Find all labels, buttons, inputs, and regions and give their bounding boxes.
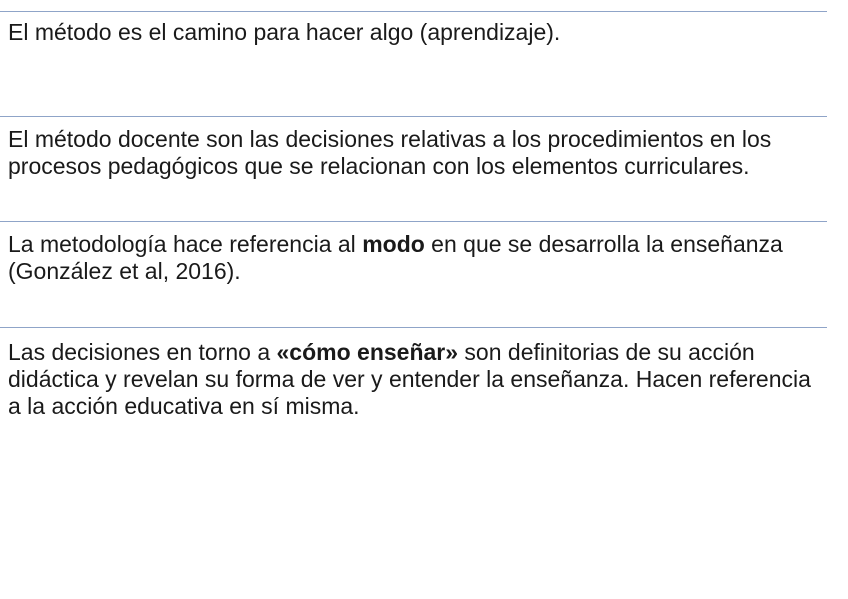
divider-3 [0, 221, 827, 222]
paragraph-text: El método es el camino para hacer algo (aprendizaje). [8, 19, 561, 45]
paragraph-teaching-method [8, 126, 828, 180]
paragraph-text: La metodología hace referencia al [8, 231, 363, 257]
paragraph-text: El método docente son las decisiones relativas a los procedimientos en los procesos pedagógicos que se relacionan con los elementos curriculares. [8, 126, 772, 179]
paragraph-methodology [8, 231, 828, 285]
paragraph-method-definition [8, 19, 828, 46]
paragraph-how-to-teach [8, 339, 828, 420]
divider-1 [0, 11, 827, 12]
divider-4 [0, 327, 827, 328]
emphasis-como-ensenar: «cómo enseñar» [276, 339, 459, 365]
paragraph-text: Las decisiones en torno a [8, 339, 277, 365]
emphasis-modo: modo [362, 231, 425, 257]
divider-2 [0, 116, 827, 117]
paragraph-text: son definitorias de su acción didáctica y revelan su forma de ver y entender la enseñanza. Hacen referencia a la acción educativa en sí misma. [8, 339, 811, 419]
paragraph-text: en que se desarrolla la enseñanza (González et al, 2016). [8, 231, 783, 284]
